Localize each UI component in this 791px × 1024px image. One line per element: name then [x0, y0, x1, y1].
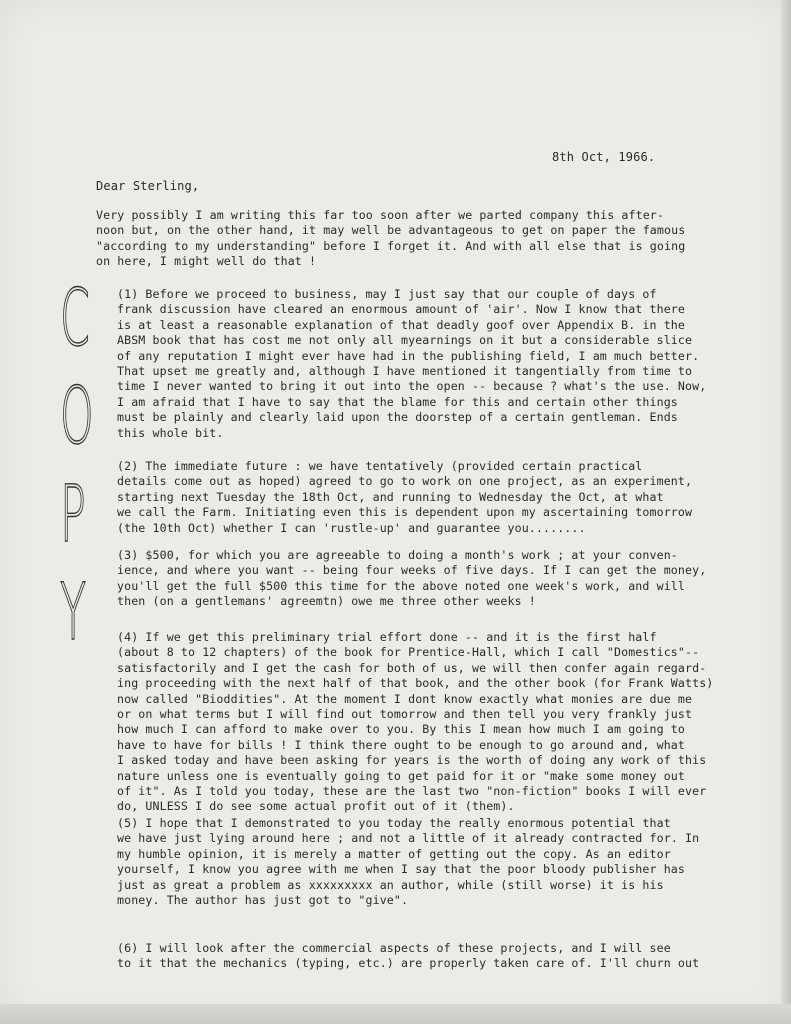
paragraph-line: ing proceeding with the next half of that book, and the other book (for Frank Watts): [117, 676, 714, 691]
paragraph-intro: [96, 208, 726, 270]
paragraph-line: satisfactorily and I get the cash for both of us, we will then confer again regard-: [117, 660, 707, 675]
paragraph-6: [117, 941, 747, 972]
paragraph-line: money. The author has just got to "give".: [117, 893, 409, 908]
paragraph-1: [117, 287, 747, 441]
paragraph-line: (1) Before we proceed to business, may I just say that our couple of days of: [117, 287, 657, 301]
copy-stamp-letter-c: C: [60, 274, 90, 364]
page-right-edge: [781, 0, 791, 1024]
paragraph-line: (4) If we get this preliminary trial effort done -- and it is the first half: [117, 630, 657, 644]
paragraph-line: frank discussion have cleared an enormous amount of 'air'. Now I know that there: [117, 302, 686, 317]
paragraph-4: [117, 630, 747, 815]
copy-stamp: [60, 270, 110, 662]
paragraph-2: [117, 459, 747, 536]
paragraph-line: (the 10th Oct) whether I can 'rustle-up' and guarantee you........: [117, 520, 586, 535]
paragraph-line: ABSM book that has cost me not only all myearnings on it but a considerable slice: [117, 333, 693, 348]
paragraph-line: nature unless one is eventually going to get paid for it or "make some money out: [117, 768, 686, 783]
copy-stamp-letter-o: O: [60, 372, 94, 462]
paragraph-line: ience, and where you want -- being four weeks of five days. If I can get the money,: [117, 563, 707, 578]
paragraph-line: you'll get the full $500 this time for the above noted one week's work, and will: [117, 578, 686, 593]
paragraph-line: have to have for bills ! I think there ought to be enough to go around and, what: [117, 737, 686, 752]
paragraph-line: time I never wanted to bring it out into the open -- because ? what's the use. Now,: [117, 379, 707, 394]
paragraph-line: to it that the mechanics (typing, etc.) are properly taken care of. I'll churn out: [117, 956, 700, 971]
paragraph-line: noon but, on the other hand, it may well be advantageous to get on paper the famous: [96, 223, 686, 238]
paragraph-line: details come out as hoped) agreed to go to work on one project, as an experiment,: [117, 474, 693, 489]
paragraph-line: now called "Bioddities". At the moment I dont know exactly what monies are due me: [117, 691, 693, 706]
paragraph-line: just as great a problem as xxxxxxxxx an author, while (still worse) it is his: [117, 877, 664, 892]
paragraph-line: this whole bit.: [117, 425, 224, 440]
paragraph-line: we call the Farm. Initiating even this is dependent upon my ascertaining tomorrow: [117, 505, 693, 520]
paragraph-line: (5) I hope that I demonstrated to you today the really enormous potential that: [117, 816, 671, 830]
paragraph-line: must be plainly and clearly laid upon the doorstep of a certain gentleman. Ends: [117, 410, 678, 425]
paragraph-line: (3) $500, for which you are agreeable to doing a month's work ; at your conven-: [117, 548, 678, 562]
paragraph-line: on here, I might well do that !: [96, 254, 317, 269]
paragraph-line: we have just lying around here ; and not a little of it already contracted for. In: [117, 831, 700, 846]
paragraph-line: then (on a gentlemans' agreemtn) owe me three other weeks !: [117, 594, 536, 609]
paragraph-line: do, UNLESS I do see some actual profit out of it (them).: [117, 799, 515, 814]
paragraph-line: (about 8 to 12 chapters) of the book for Prentice-Hall, which I call "Domestics"--: [117, 645, 700, 660]
paragraph-line: I asked today and have been asking for years is the worth of doing any work of this: [117, 753, 707, 768]
paragraph-line: "according to my understanding" before I forget it. And with all else that is going: [96, 238, 686, 253]
paragraph-line: my humble opinion, it is merely a matter of getting out the copy. As an editor: [117, 846, 671, 861]
letter-salutation: Dear Sterling,: [96, 179, 200, 193]
paragraph-line: That upset me greatly and, although I have mentioned it tangentially from time to: [117, 364, 693, 379]
paragraph-3: [117, 548, 747, 610]
paragraph-line: of any reputation I might ever have had in the publishing field, I am much better.: [117, 348, 700, 363]
paragraph-line: Very possibly I am writing this far too soon after we parted company this after-: [96, 208, 665, 222]
paragraph-line: or on what terms but I will find out tomorrow and then tell you very frankly just: [117, 707, 693, 722]
paragraph-line: (6) I will look after the commercial aspects of these projects, and I will see: [117, 941, 671, 955]
paragraph-line: I am afraid that I have to say that the blame for this and certain other things: [117, 394, 678, 409]
paragraph-5: [117, 816, 747, 908]
page-bottom-edge: [0, 1004, 791, 1024]
paragraph-line: of it". As I told you today, these are the last two "non-fiction" books I will ever: [117, 784, 707, 799]
paragraph-line: is at least a reasonable explanation of that deadly goof over Appendix B. in the: [117, 317, 686, 332]
paragraph-line: (2) The immediate future : we have tentatively (provided certain practical: [117, 459, 643, 473]
paragraph-line: starting next Tuesday the 18th Oct, and running to Wednesday the Oct, at what: [117, 489, 664, 504]
paragraph-line: yourself, I know you agree with me when I say that the poor bloody publisher has: [117, 862, 686, 877]
paragraph-line: how much I can afford to make over to you. By this I mean how much I am going to: [117, 722, 686, 737]
copy-stamp-letter-y: Y: [60, 568, 87, 658]
letter-date: 8th Oct, 1966.: [552, 150, 656, 164]
copy-stamp-letter-p: P: [60, 470, 86, 560]
